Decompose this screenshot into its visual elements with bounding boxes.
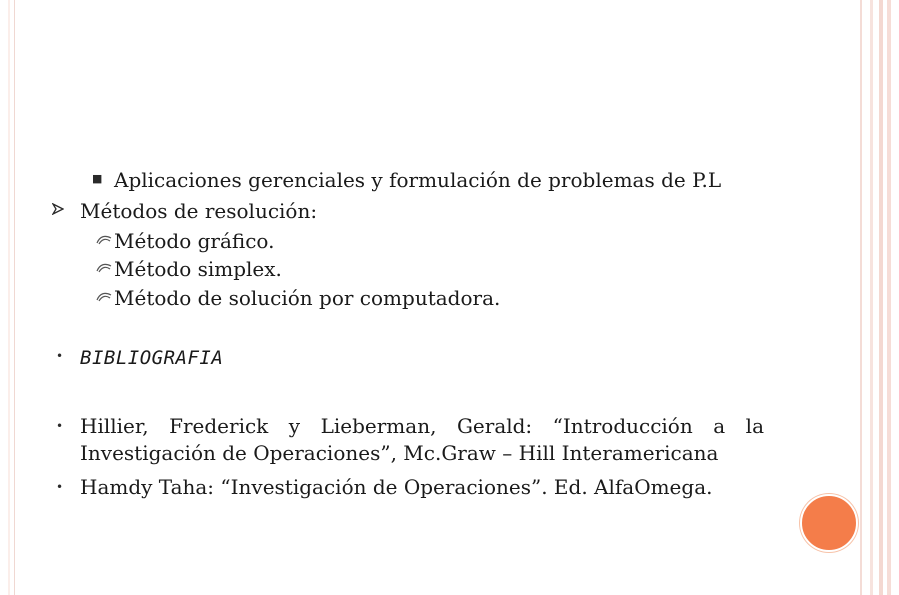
reference-1-line-1: Hillier, Frederick y Lieberman, Gerald: “Introducción a la — [80, 414, 764, 438]
slide-frame-left — [0, 0, 15, 595]
swirl-bullet-icon — [96, 262, 112, 278]
dot-bullet-icon: • — [56, 419, 64, 433]
square-bullet-icon: ■ — [92, 172, 103, 185]
arrowhead-bullet-icon — [52, 203, 64, 219]
outline-item-applications: Aplicaciones gerenciales y formulación de problemas de P.L — [114, 168, 722, 192]
bibliography-heading: BIBLIOGRAFIA — [80, 347, 224, 369]
reference-1-line-2: Investigación de Operaciones”, Mc.Graw – Hill Interamericana — [80, 441, 719, 465]
method-item: Método simplex. — [114, 257, 282, 281]
method-item: Método de solución por computadora. — [114, 286, 501, 310]
dot-bullet-icon: • — [56, 349, 64, 363]
dot-bullet-icon: • — [56, 480, 64, 494]
swirl-bullet-icon — [96, 291, 112, 307]
outline-item-methods: Métodos de resolución: — [80, 199, 318, 223]
accent-circle — [800, 494, 858, 552]
slide-frame-right — [857, 0, 899, 595]
reference-2: Hamdy Taha: “Investigación de Operaciones”. Ed. AlfaOmega. — [80, 475, 713, 499]
method-item: Método gráfico. — [114, 229, 275, 253]
swirl-bullet-icon — [96, 234, 112, 250]
